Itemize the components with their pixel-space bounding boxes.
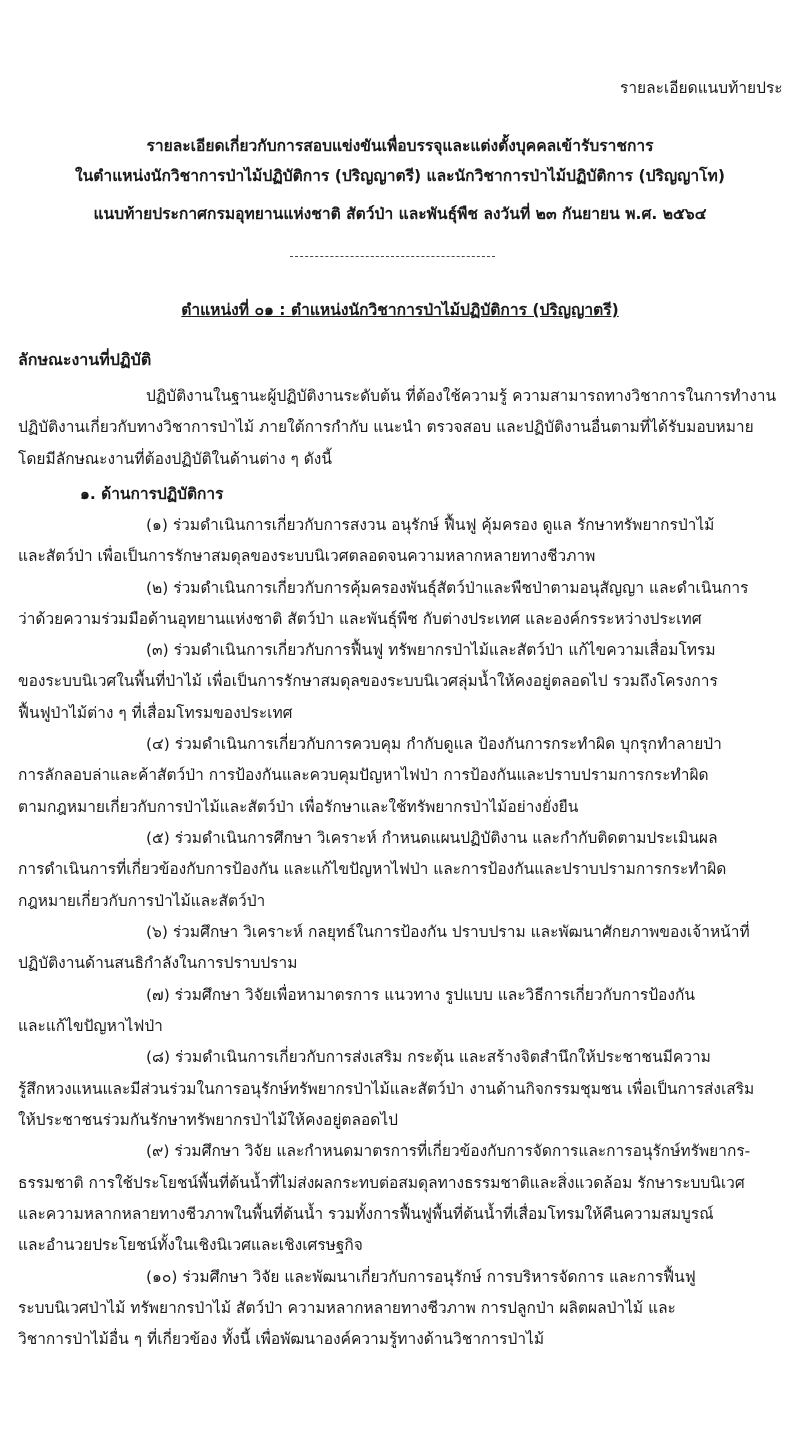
subsection-heading: ๑. ด้านการปฏิบัติการ xyxy=(80,485,224,503)
body-line: (๑๐) ร่วมศึกษา วิจัย และพัฒนาเกี่ยวกับการอนุรักษ์ การบริหารจัดการ และการฟื้นฟู xyxy=(146,1268,696,1286)
body-line: รู้สึกหวงแหนและมีส่วนร่วมในการอนุรักษ์ทรัพยากรป่าไม้และสัตว์ป่า งานด้านกิจกรรมชุมชน เพื่อเป็นการส่งเสริม xyxy=(18,1080,755,1098)
header-reference: รายละเอียดแนบท้ายประ xyxy=(620,79,783,97)
position-heading xyxy=(0,300,800,320)
body-line: และความหลากหลายทางชีวภาพในพื้นที่ต้นน้ำ รวมทั้งการฟื้นฟูพื้นที่ต้นน้ำที่เสื่อมโทรมให้คืนความสมบูรณ์ xyxy=(18,1205,714,1223)
body-line: และแก้ไขปัญหาไฟป่า xyxy=(18,1017,163,1035)
body-line: ให้ประชาชนร่วมกันรักษาทรัพยากรป่าไม้ให้คงอยู่ตลอดไป xyxy=(18,1111,398,1129)
body-line: การลักลอบล่าและค้าสัตว์ป่า การป้องกันและควบคุมปัญหาไฟป่า การป้องกันและปราบปรามการกระทำผิด xyxy=(18,766,709,784)
section-heading: ลักษณะงานที่ปฏิบัติ xyxy=(18,350,152,369)
body-line: (๖) ร่วมศึกษา วิเคราะห์ กลยุทธ์ในการป้องกัน ปราบปราม และพัฒนาศักยภาพของเจ้าหน้าที่ xyxy=(146,923,750,941)
body-line: ของระบบนิเวศในพื้นที่ป่าไม้ เพื่อเป็นการรักษาสมดุลของระบบนิเวศลุ่มน้ำให้คงอยู่ตลอดไป รวมถึงโครงการ xyxy=(18,672,718,690)
body-line: ปฏิบัติงานเกี่ยวกับทางวิชาการป่าไม้ ภายใต้การกำกับ แนะนำ ตรวจสอบ และปฏิบัติงานอื่นตามที่ได้รับมอบหมาย xyxy=(18,418,754,436)
title-line-2: ในตำแหน่งนักวิชาการป่าไม้ปฏิบัติการ (ปริญญาตรี) และนักวิชาการป่าไม้ปฏิบัติการ (ปริญญาโท) xyxy=(75,167,725,185)
body-line: และสัตว์ป่า เพื่อเป็นการรักษาสมดุลของระบบนิเวศตลอดจนความหลากหลายทางชีวภาพ xyxy=(18,547,596,565)
body-line: (๗) ร่วมศึกษา วิจัยเพื่อหามาตรการ แนวทาง รูปแบบ และวิธีการเกี่ยวกับการป้องกัน xyxy=(146,986,695,1004)
body-line: ว่าด้วยความร่วมมือด้านอุทยานแห่งชาติ สัตว์ป่า และพันธุ์พืช กับต่างประเทศ และองค์กรระหว่างประเทศ xyxy=(18,610,702,628)
body-line: (๑) ร่วมดำเนินการเกี่ยวกับการสงวน อนุรักษ์ ฟื้นฟู คุ้มครอง ดูแล รักษาทรัพยากรป่าไม้ xyxy=(146,516,715,534)
body-line: และอำนวยประโยชน์ทั้งในเชิงนิเวศและเชิงเศรษฐกิจ xyxy=(18,1236,363,1254)
body-line: (๕) ร่วมดำเนินการศึกษา วิเคราะห์ กำหนดแผนปฏิบัติงาน และกำกับติดตามประเมินผล xyxy=(146,829,718,847)
body-line: ปฏิบัติงานในฐานะผู้ปฏิบัติงานระดับต้น ที่ต้องใช้ความรู้ ความสามารถทางวิชาการในการทำงาน xyxy=(146,387,777,405)
body-line: (๔) ร่วมดำเนินการเกี่ยวกับการควบคุม กำกับดูแล ป้องกันการกระทำผิด บุกรุกทำลายป่า xyxy=(146,735,722,753)
body-line: วิชาการป่าไม้อื่น ๆ ที่เกี่ยวข้อง ทั้งนี้ เพื่อพัฒนาองค์ความรู้ทางด้านวิชาการป่าไม้ xyxy=(18,1330,545,1348)
dashed-divider xyxy=(290,256,495,257)
body-line: กฎหมายเกี่ยวกับการป่าไม้และสัตว์ป่า xyxy=(18,892,266,910)
body-line: ระบบนิเวศป่าไม้ ทรัพยากรป่าไม้ สัตว์ป่า ความหลากหลายทางชีวภาพ การปลูกป่า ผลิตผลป่าไม้ และ xyxy=(18,1299,676,1317)
title-line-1: รายละเอียดเกี่ยวกับการสอบแข่งขันเพื่อบรรจุและแต่งตั้งบุคคลเข้ารับราชการ xyxy=(146,137,654,155)
title-line-3: แนบท้ายประกาศกรมอุทยานแห่งชาติ สัตว์ป่า และพันธุ์พืช ลงวันที่ ๒๓ กันยายน พ.ศ. ๒๕๖๔ xyxy=(93,205,707,223)
body-line: ปฏิบัติงานด้านสนธิกำลังในการปราบปราม xyxy=(18,954,298,972)
position-heading-text: ตำแหน่งที่ ๐๑ : ตำแหน่งนักวิชาการป่าไม้ปฏิบัติการ (ปริญญาตรี) xyxy=(181,301,619,319)
body-line: (๙) ร่วมศึกษา วิจัย และกำหนดมาตรการที่เกี่ยวข้องกับการจัดการและการอนุรักษ์ทรัพยากร- xyxy=(146,1142,751,1160)
body-line: ธรรมชาติ การใช้ประโยชน์พื้นที่ต้นน้ำที่ไม่ส่งผลกระทบต่อสมดุลทางธรรมชาติและสิ่งแวดล้อม รักษาระบบนิเวศ xyxy=(18,1174,745,1192)
body-line: (๒) ร่วมดำเนินการเกี่ยวกับการคุ้มครองพันธุ์สัตว์ป่าและพืชป่าตามอนุสัญญา และดำเนินการ xyxy=(146,579,749,597)
body-line: ฟื้นฟูป่าไม้ต่าง ๆ ที่เสื่อมโทรมของประเทศ xyxy=(18,704,293,722)
body-line: (๓) ร่วมดำเนินการเกี่ยวกับการฟื้นฟู ทรัพยากรป่าไม้และสัตว์ป่า แก้ไขความเสื่อมโทรม xyxy=(146,641,716,659)
body-line: ตามกฎหมายเกี่ยวกับการป่าไม้และสัตว์ป่า เพื่อรักษาและใช้ทรัพยากรป่าไม้อย่างยั่งยืน xyxy=(18,798,579,816)
body-line: โดยมีลักษณะงานที่ต้องปฏิบัติในด้านต่าง ๆ ดังนี้ xyxy=(18,450,332,468)
body-line: (๘) ร่วมดำเนินการเกี่ยวกับการส่งเสริม กระตุ้น และสร้างจิตสำนึกให้ประชาชนมีความ xyxy=(146,1048,711,1066)
body-line: การดำเนินการที่เกี่ยวข้องกับการป้องกัน และแก้ไขปัญหาไฟป่า และการป้องกันและปราบปรามการกระทำผิด xyxy=(18,860,727,878)
